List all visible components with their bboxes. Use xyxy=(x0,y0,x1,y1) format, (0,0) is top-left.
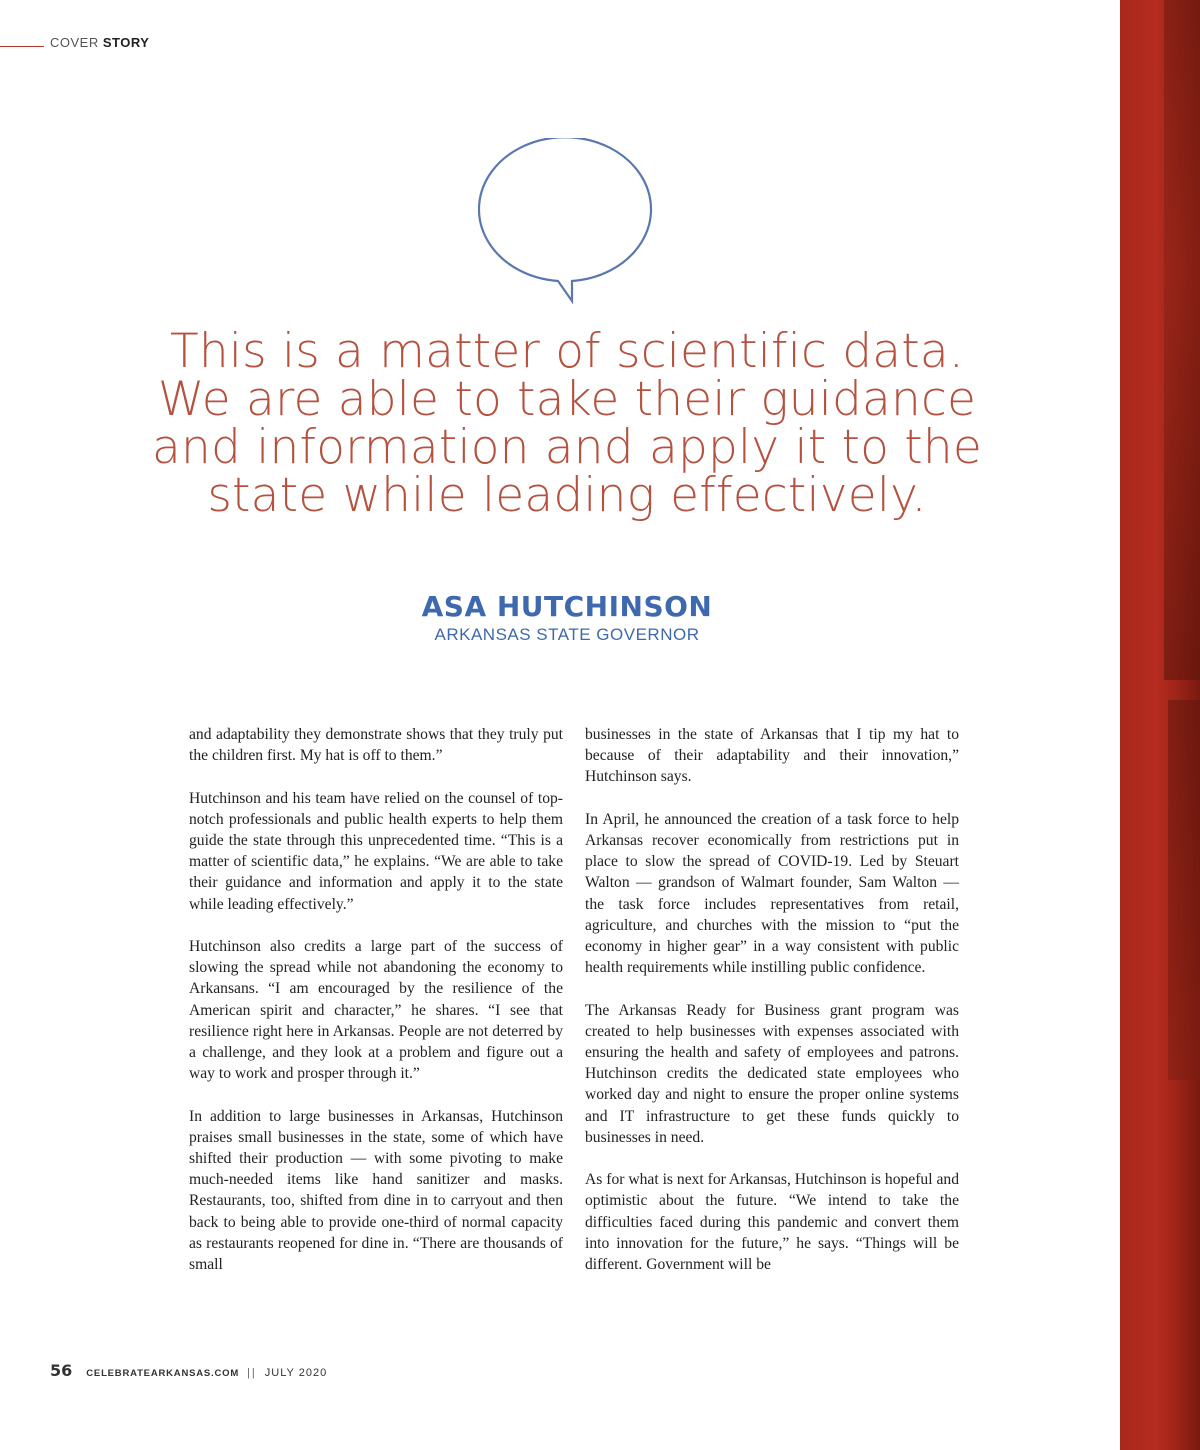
quote-attribution-name: ASA HUTCHINSON xyxy=(421,590,713,623)
pull-quote: This is a matter of scientific data. We are able to take their guidance and information and apply it to the state while leading effectively. xyxy=(152,324,982,523)
decorative-photo-strip xyxy=(1120,0,1200,1450)
article-paragraph: Hutchinson also credits a large part of the success of slowing the spread while not abandoning the economy to Arkansans. “I am encouraged by the resilience of the American spirit and character,” he shares. “I see that resilience right here in Arkansas. People are not deterred by a challenge, and they look at a problem and figure out a way to work and prosper through it.” xyxy=(189,938,563,1083)
footer-separator: || xyxy=(247,1367,257,1379)
footer-site-link[interactable]: CELEBRATEARKANSAS.COM xyxy=(86,1368,240,1379)
article-paragraph: The Arkansas Ready for Business grant program was created to help businesses with expenses associated with ensuring the health and safety of employees and patrons. Hutchinson credits the dedicated state employees who worked day and night to ensure the proper online systems and IT infrastructure to get these funds quickly to businesses in need. xyxy=(585,1001,959,1146)
photo-shadow-upper xyxy=(1164,0,1200,680)
photo-shadow-lower xyxy=(1168,700,1200,1080)
page-footer xyxy=(50,1361,327,1381)
quote-attribution-title: ARKANSAS STATE GOVERNOR xyxy=(434,625,700,644)
section-label-light: COVER xyxy=(50,35,99,50)
footer-issue-date: JULY 2020 xyxy=(264,1367,328,1379)
article-paragraph: In April, he announced the creation of a task force to help Arkansas recover economically from restrictions put in place to slow the spread of COVID-19. Led by Steuart Walton — grandson of Walmart founder, Sam Walton — the task force includes representatives from retail, agriculture, and churches with the mission to “put the economy in higher gear” in a way consistent with public health requirements while instilling public confidence. xyxy=(585,810,959,977)
page-number: 56 xyxy=(50,1361,73,1380)
article-paragraph: businesses in the state of Arkansas that I tip my hat to because of their adaptability and their innovation,” Hutchinson says. xyxy=(585,726,959,786)
section-label-bold: STORY xyxy=(102,35,150,50)
article-paragraph: Hutchinson and his team have relied on the counsel of top-notch professionals and public health experts to help them guide the state through this unprecedented time. “This is a matter of scientific data,” he explains. “We are able to take their guidance and information and apply it to the state while leading effectively.” xyxy=(189,789,563,913)
article-paragraph: In addition to large businesses in Arkansas, Hutchinson praises small businesses in the state, some of which have shifted their production — with some pivoting to make much-needed items like hand sanitizer and masks. Restaurants, too, shifted from dine in to carryout and then back to being able to provide one-third of normal capacity as restaurants reopened for dine in. “There are thousands of small xyxy=(189,1107,563,1274)
section-rule xyxy=(0,46,44,47)
article-column-right xyxy=(585,724,959,1296)
speech-bubble-outline-icon xyxy=(478,138,658,306)
article-paragraph: and adaptability they demonstrate shows that they truly put the children first. My hat is off to them.” xyxy=(189,726,563,765)
article-column-left xyxy=(189,724,563,1296)
article-paragraph: As for what is next for Arkansas, Hutchinson is hopeful and optimistic about the future. “We intend to take the difficulties faced during this pandemic and convert them into innovation for the future,” he says. “Things will be different. Government will be xyxy=(585,1171,959,1274)
section-label xyxy=(50,35,149,50)
